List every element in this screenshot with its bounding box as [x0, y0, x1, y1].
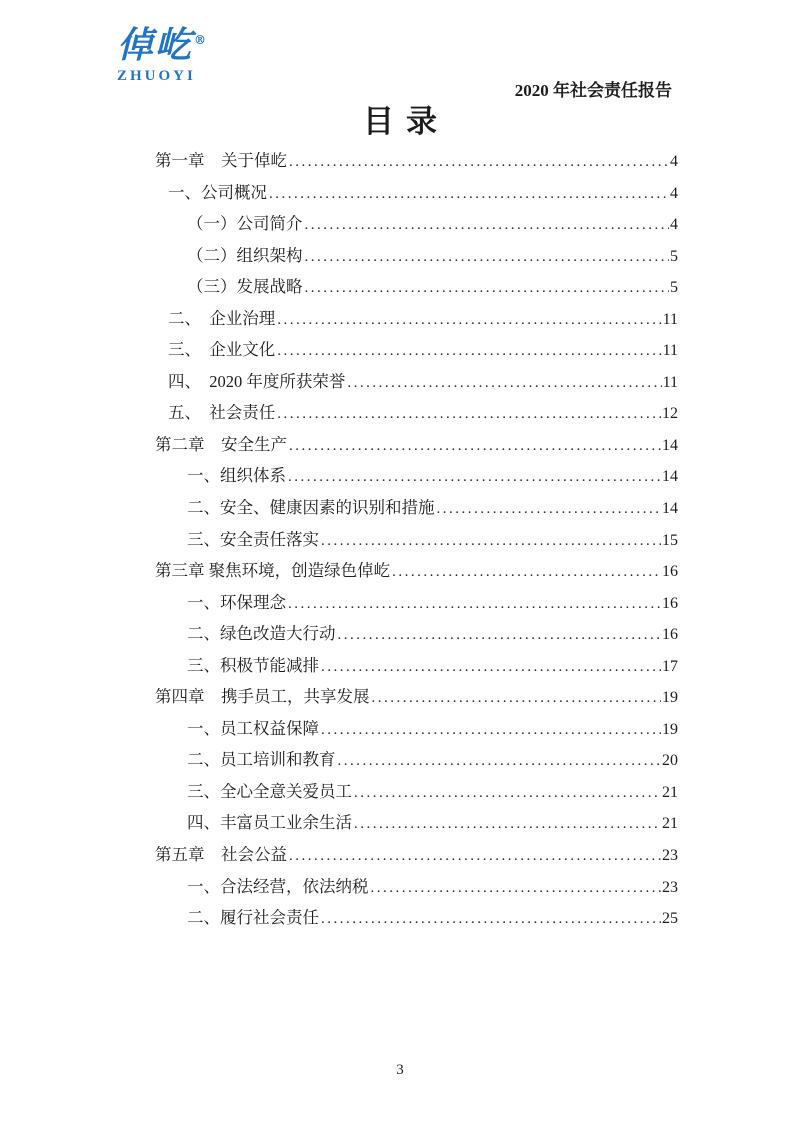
- toc-entry[interactable]: [128, 272, 678, 304]
- toc-entry[interactable]: [128, 619, 678, 651]
- toc-entry-title: 三、积极节能减排: [187, 655, 319, 675]
- toc-entry-title: 五、 社会责任: [168, 403, 276, 423]
- toc-leader-dots: [277, 398, 661, 430]
- toc-entry-page-number: 25: [662, 910, 678, 928]
- toc-entry-title: 第一章 关于倬屹: [155, 151, 287, 170]
- toc-entry[interactable]: [128, 335, 678, 367]
- toc-entry-title: 二、安全、健康因素的识别和措施: [187, 498, 435, 518]
- toc-entry-title: （二）组织架构: [187, 245, 303, 265]
- toc-leader-dots: [277, 304, 661, 336]
- toc-entry[interactable]: [128, 682, 678, 714]
- toc-entry-page-number: 19: [662, 689, 678, 707]
- toc-leader-dots: [371, 872, 662, 904]
- toc-entry-title: 一、环保理念: [187, 592, 286, 612]
- toc-leader-dots: [289, 430, 661, 462]
- toc-entry-page-number: 21: [662, 783, 678, 801]
- toc-entry-page-number: 23: [662, 847, 678, 865]
- toc-entry[interactable]: [128, 556, 678, 588]
- toc-leader-dots: [321, 651, 661, 683]
- toc-entry[interactable]: [128, 493, 678, 525]
- toc-entry-page-number: 19: [662, 720, 678, 738]
- toc-entry[interactable]: [128, 178, 678, 210]
- toc-leader-dots: [437, 493, 662, 525]
- toc-leader-dots: [338, 619, 662, 651]
- toc-entry[interactable]: [128, 651, 678, 683]
- toc-entry[interactable]: [128, 398, 678, 430]
- toc-entry-page-number: 23: [662, 878, 678, 896]
- toc-leader-dots: [305, 272, 670, 304]
- toc-entry-title: 四、丰富员工业余生活: [187, 813, 352, 833]
- toc-leader-dots: [354, 808, 661, 840]
- toc-leader-dots: [277, 335, 661, 367]
- toc-entry-page-number: 4: [670, 153, 678, 170]
- toc-entry-page-number: 4: [670, 216, 678, 234]
- toc-entry-page-number: 11: [662, 342, 678, 360]
- toc-leader-dots: [289, 146, 669, 178]
- toc-entry[interactable]: [128, 903, 678, 935]
- toc-leader-dots: [321, 525, 661, 557]
- toc-entry-title: 第三章 聚焦环境，创造绿色倬屹: [155, 561, 391, 581]
- toc-entry[interactable]: [128, 209, 678, 241]
- toc-entry-title: 一、员工权益保障: [187, 718, 319, 738]
- toc-entry[interactable]: [128, 367, 678, 399]
- toc-entry[interactable]: [128, 808, 678, 840]
- toc-entry-page-number: 4: [670, 184, 678, 202]
- toc-list: [128, 146, 678, 935]
- toc-entry-title: 二、履行社会责任: [187, 908, 319, 928]
- toc-entry[interactable]: [128, 146, 678, 178]
- toc-entry-title: 三、安全责任落实: [187, 529, 319, 549]
- toc-entry-page-number: 15: [662, 531, 678, 549]
- toc-entry-page-number: 14: [662, 500, 678, 518]
- toc-entry-title: 一、公司概况: [168, 182, 267, 202]
- toc-entry-page-number: 5: [670, 247, 678, 265]
- toc-entry[interactable]: [128, 430, 678, 462]
- toc-entry-page-number: 11: [662, 373, 678, 391]
- toc-entry-title: 第五章 社会公益: [155, 845, 287, 865]
- toc-entry-title: 二、员工培训和教育: [187, 750, 336, 770]
- toc-entry-title: 四、 2020 年度所获荣誉: [168, 371, 346, 391]
- toc-leader-dots: [269, 178, 669, 210]
- toc-leader-dots: [305, 241, 670, 273]
- toc-entry[interactable]: [128, 241, 678, 273]
- toc-entry[interactable]: [128, 304, 678, 336]
- toc-entry-title: （三）发展战略: [187, 277, 303, 297]
- toc-leader-dots: [347, 367, 661, 399]
- toc-leader-dots: [354, 777, 661, 809]
- toc-entry[interactable]: [128, 777, 678, 809]
- company-logo: [117, 24, 208, 85]
- toc-leader-dots: [372, 682, 662, 714]
- toc-entry[interactable]: [128, 525, 678, 557]
- report-header-title: 2020 年社会责任报告: [514, 81, 672, 100]
- toc-entry-title: 一、组织体系: [187, 466, 286, 486]
- logo-chinese-name: 倬屹®: [117, 24, 209, 66]
- toc-entry[interactable]: [128, 714, 678, 746]
- toc-entry-page-number: 12: [662, 405, 678, 423]
- toc-leader-dots: [289, 840, 661, 872]
- toc-leader-dots: [392, 556, 661, 588]
- toc-leader-dots: [321, 903, 661, 935]
- toc-entry-title: 第二章 安全生产: [155, 434, 287, 454]
- logo-english-name: ZHUOYI: [117, 68, 196, 85]
- toc-entry[interactable]: [128, 872, 678, 904]
- toc-entry-title: 第四章 携手员工，共享发展: [155, 687, 370, 707]
- toc-entry-page-number: 14: [662, 468, 678, 486]
- toc-entry[interactable]: [128, 840, 678, 872]
- toc-leader-dots: [305, 209, 670, 241]
- toc-entry-page-number: 11: [662, 310, 678, 328]
- toc-entry-page-number: 17: [662, 657, 678, 675]
- toc-leader-dots: [321, 714, 661, 746]
- toc-entry[interactable]: [128, 745, 678, 777]
- toc-entry-page-number: 5: [670, 279, 678, 297]
- toc-entry-title: （一）公司简介: [187, 214, 303, 234]
- toc-entry[interactable]: [128, 461, 678, 493]
- toc-page-title: 目录: [363, 104, 449, 139]
- toc-entry-title: 三、全心全意关爱员工: [187, 781, 352, 801]
- toc-leader-dots: [288, 588, 661, 620]
- toc-entry-page-number: 16: [662, 626, 678, 644]
- toc-entry-title: 二、绿色改造大行动: [187, 624, 336, 644]
- toc-entry[interactable]: [128, 588, 678, 620]
- toc-leader-dots: [288, 461, 661, 493]
- page-number: 3: [396, 1062, 404, 1078]
- toc-entry-page-number: 21: [662, 815, 678, 833]
- registered-trademark-icon: ®: [194, 33, 209, 47]
- toc-entry-page-number: 16: [662, 594, 678, 612]
- toc-entry-page-number: 16: [662, 563, 678, 581]
- toc-entry-title: 二、 企业治理: [168, 308, 276, 328]
- toc-entry-title: 一、合法经营，依法纳税: [187, 876, 369, 896]
- toc-entry-page-number: 20: [662, 752, 678, 770]
- toc-leader-dots: [338, 745, 662, 777]
- toc-entry-page-number: 14: [662, 436, 678, 454]
- toc-entry-title: 三、 企业文化: [168, 340, 276, 360]
